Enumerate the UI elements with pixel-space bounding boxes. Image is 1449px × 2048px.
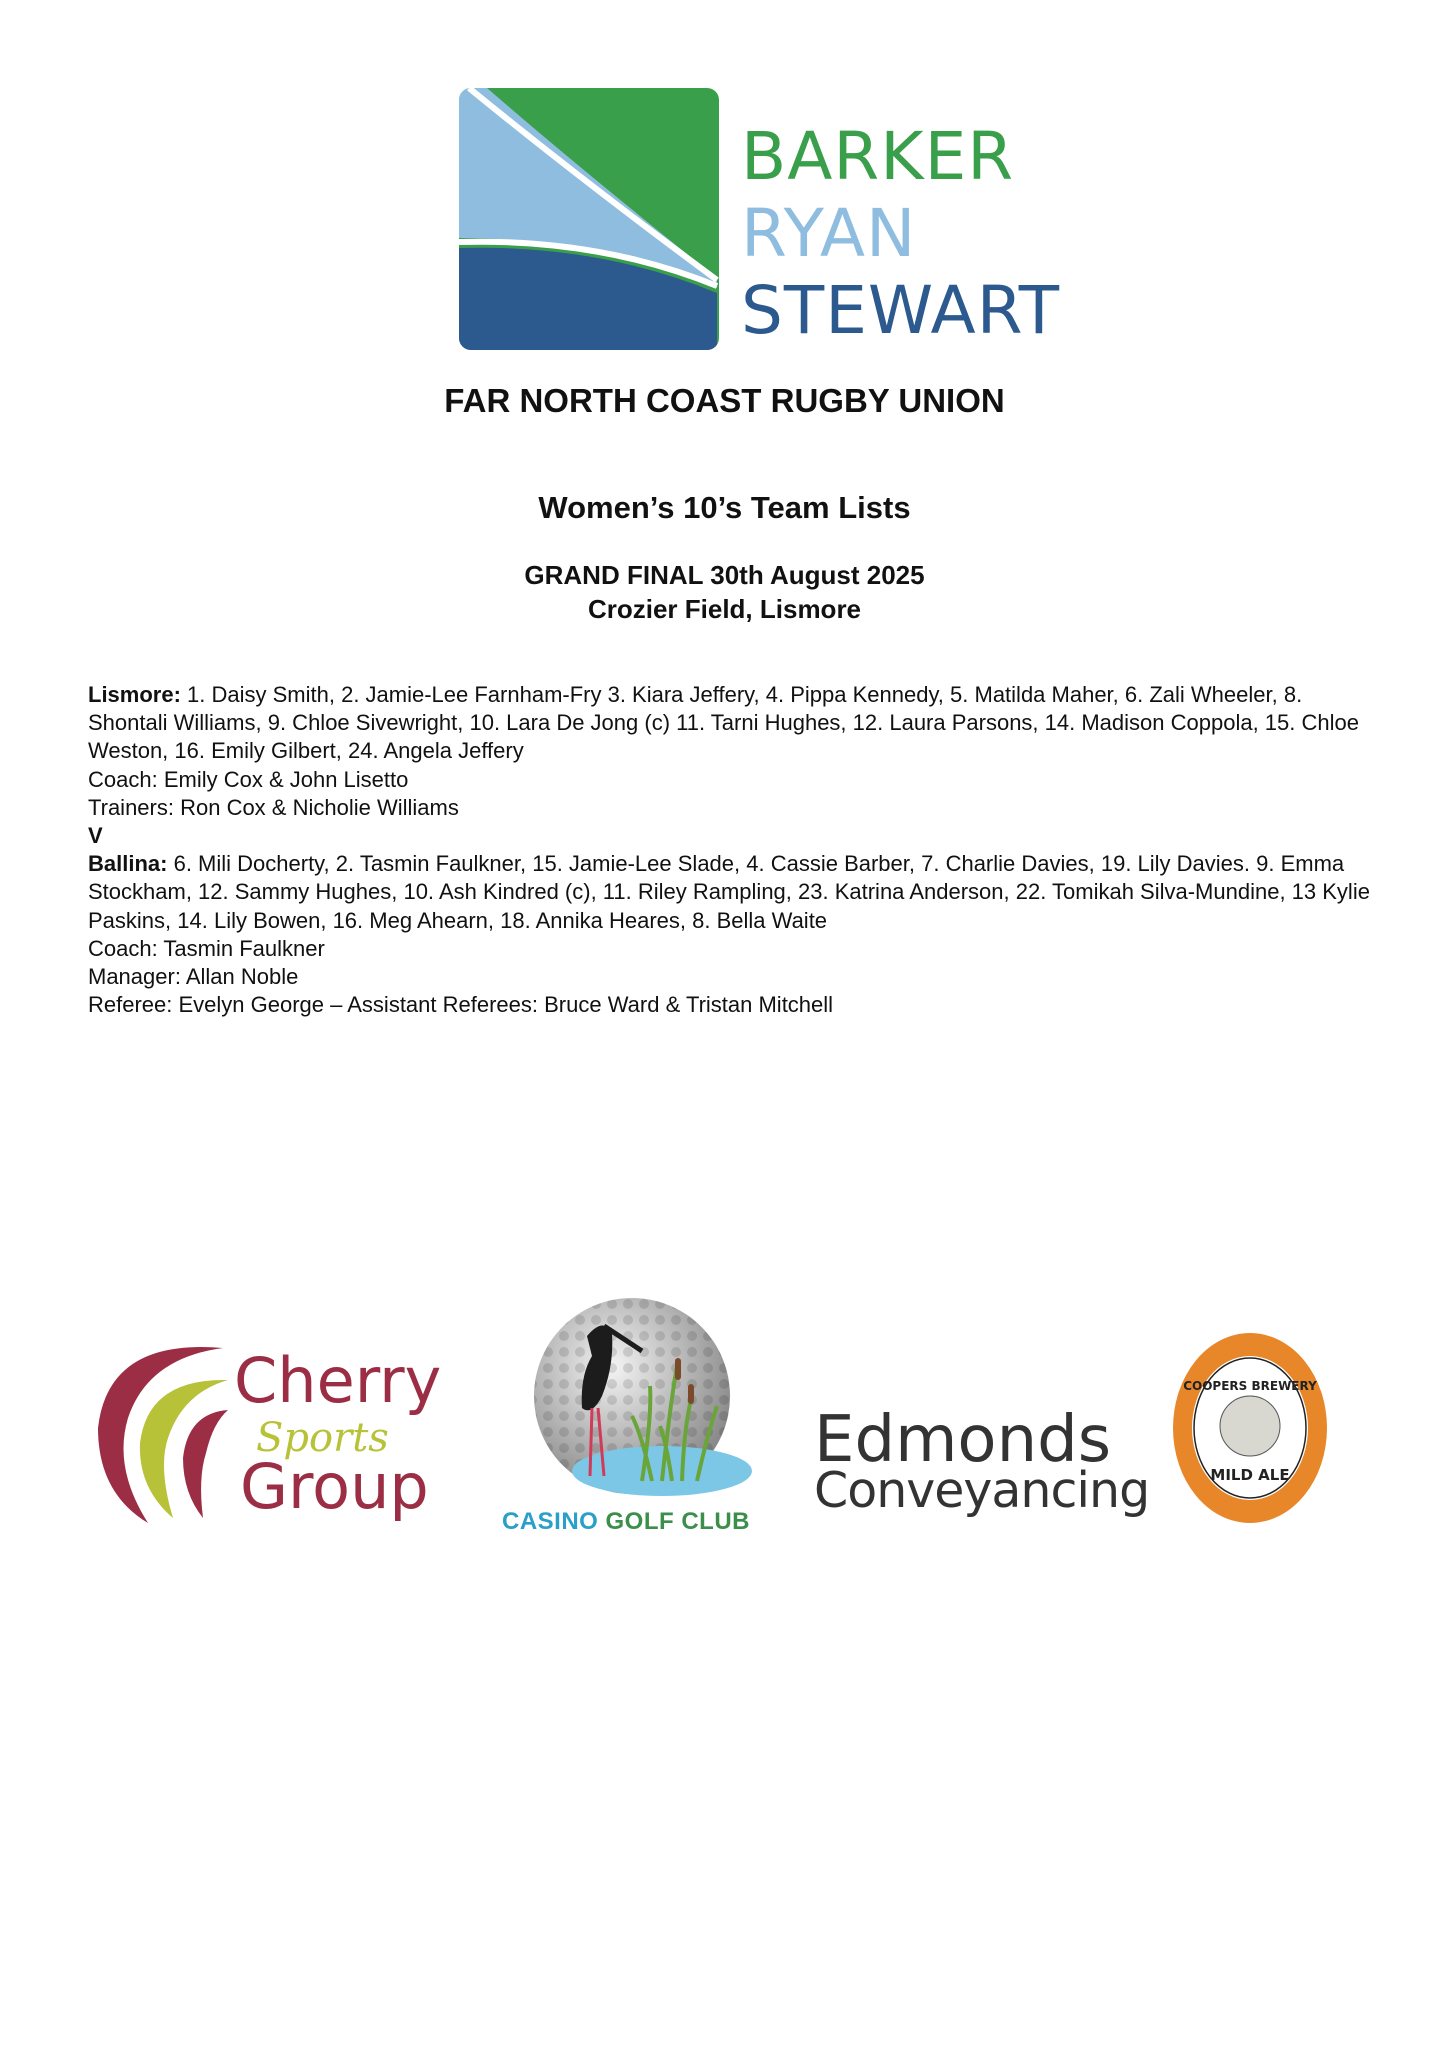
conveyancing-word: Conveyancing [814, 1462, 1150, 1519]
casino-word: CASINO [502, 1508, 599, 1535]
away-team-manager: Manager: Allan Noble [88, 964, 299, 990]
jabiru-golf-ball-icon [492, 1296, 760, 1506]
group-word: Group [240, 1450, 429, 1523]
document-title: Women’s 10’s Team Lists [538, 490, 911, 525]
brand-word-ryan: RYAN [741, 195, 917, 272]
match-officials: Referee: Evelyn George – Assistant Referees: Bruce Ward & Tristan Mitchell [88, 992, 834, 1018]
team-lists [88, 681, 1378, 1019]
away-team-players [88, 850, 1378, 935]
casino-golf-club-logo [492, 1296, 760, 1536]
cherry-sports-group-logo [88, 1318, 443, 1528]
sports-word: Sports [256, 1415, 389, 1461]
brand-word-barker: BARKER [741, 118, 1015, 195]
away-team-name: Ballina: [88, 851, 168, 877]
coopers-mild-ale-logo [1170, 1330, 1330, 1526]
home-team-player-list: 1. Daisy Smith, 2. Jamie-Lee Farnham-Fry 3. Kiara Jeffery, 4. Pippa Kennedy, 5. Matilda Maher, 6. Zali Wheeler, 8. Shontali Williams, 9. Chloe Sivewright, 10. Lara De Jong (c) 11. Tarni Hughes, 12. Laura Parsons, 14. Madison Coppola, 15. Chloe Weston, 16. Emily Gilbert, 24. Angela Jeffery [88, 682, 1359, 764]
barker-ryan-stewart-emblem [459, 88, 719, 350]
coopers-badge-icon [1170, 1330, 1330, 1526]
event-venue: Crozier Field, Lismore [587, 594, 862, 624]
mild-ale-text: MILD ALE [1210, 1466, 1290, 1484]
home-team-name: Lismore: [88, 682, 181, 707]
coopers-brewery-text: COOPERS BREWERY [1183, 1379, 1317, 1393]
cherry-swoosh-icon [88, 1318, 238, 1528]
edmonds-word: Edmonds [814, 1403, 1112, 1477]
event-date: GRAND FINAL 30th August 2025 [524, 560, 925, 590]
organisation-title: FAR NORTH COAST RUGBY UNION [444, 382, 1005, 419]
barker-ryan-stewart-logo [459, 88, 1061, 350]
home-team-coach: Coach: Emily Cox & John Lisetto [88, 766, 409, 792]
brand-word-stewart: STEWART [741, 272, 1061, 349]
home-team-players [88, 681, 1378, 766]
away-team-player-list: 6. Mili Docherty, 2. Tasmin Faulkner, 15. Jamie-Lee Slade, 4. Cassie Barber, 7. Charlie Davies, 19. Lily Davies. 9. Emma Stockham, 12. Sammy Hughes, 10. Ash Kindred (c), 11. Riley Rampling, 23. Katrina Anderson, 22. Tomikah Silva-Mundine, 13 Kylie Paskins, 14. Lily Bowen, 16. Meg Ahearn, 18. Annika Heares, 8. Bella Waite [88, 851, 1370, 933]
home-team-trainers: Trainers: Ron Cox & Nicholie Williams [88, 794, 459, 820]
cherry-word: Cherry [234, 1344, 442, 1417]
versus-label: V [88, 823, 103, 849]
away-team-coach: Coach: Tasmin Faulkner [88, 935, 325, 961]
casino-golf-club-name [496, 1508, 756, 1536]
golf-club-words: GOLF CLUB [605, 1508, 750, 1535]
edmonds-conveyancing-logo [814, 1403, 1150, 1528]
